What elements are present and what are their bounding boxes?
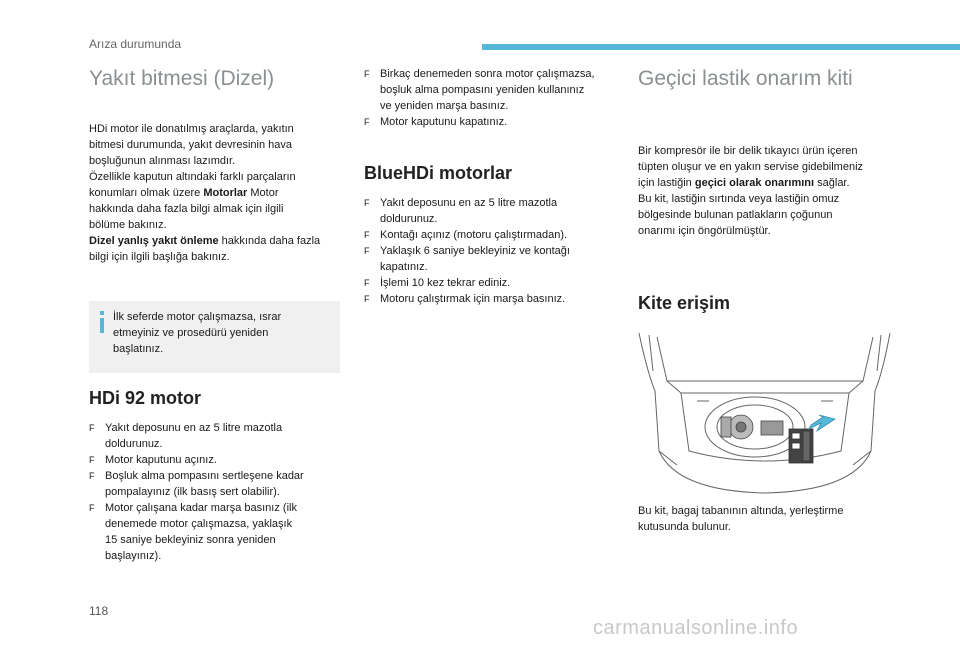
hdi92-section [89,386,343,564]
text-line: Motor çalışana kadar marşa basınız (ilk [105,502,297,514]
text-line: bölgesinde bulunan patlakların çoğunun [638,209,833,221]
bullet-icon: F [89,471,95,481]
text-line: Bu kit, bagaj tabanının altında, yerleştirme [638,505,844,517]
bullet-icon: F [89,423,95,433]
repair-kit-intro [638,143,893,239]
section-label: Arıza durumunda [89,37,182,51]
text-line: kapatınız. [380,261,428,273]
info-box [89,301,340,373]
text-line: hakkında daha fazla [218,235,321,247]
text-line: Özellikle kaputun altındaki farklı parçaların [89,171,296,183]
bullet-icon: F [364,198,370,208]
bluehdi-title: BlueHDi motorlar [364,163,513,183]
text-line: Birkaç denemeden sonra motor çalışmazsa, [380,68,595,80]
text-line: tüpten oluşur ve en yakın servise gidebilmeniz [638,161,864,173]
list-item [364,291,626,307]
text-line: boşluk alma pompasını yeniden kullanınız [380,84,585,96]
list-item [89,420,343,452]
engines-ref: Motorlar [203,187,248,199]
intro-paragraph [89,121,343,265]
bullet-icon: F [364,69,370,79]
text-line: ve yeniden marşa basınız. [380,100,509,112]
text-line: İlk seferde motor çalışmazsa, ısrar [113,311,282,323]
misfuel-ref: Dizel yanlış yakıt önleme [89,235,219,247]
bullet-icon: F [364,246,370,256]
text-line: bölüme bakınız. [89,219,167,231]
hdi92-steps [89,420,343,564]
bullet-icon: F [364,278,370,288]
text-line: pompalayınız (ilk basış sert olabilir). [105,486,280,498]
text-line: Bir kompresör ile bir delik tıkayıcı ürün içeren [638,145,858,157]
text-line: bitmesi durumunda, yakıt devresinin hava [89,139,292,151]
text-line: boşluğunun alınması lazımdır. [89,155,236,167]
text-line: başlayınız). [105,550,162,562]
text-line: Kontağı açınız (motoru çalıştırmadan). [380,229,568,241]
bullet-icon: F [364,230,370,240]
text-line: Motor kaputunu açınız. [105,454,217,466]
continued-steps [364,66,626,130]
text-line: sağlar. [814,177,850,189]
column-left [89,66,343,265]
column-middle [364,66,626,307]
temporary-repair-emphasis: geçici olarak onarımını [694,177,815,189]
bullet-icon: F [364,294,370,304]
text-line: Boşluk alma pompasını sertleşene kadar [105,470,304,482]
watermark: carmanualsonline.info [593,617,799,639]
kit-access-title: Kite erişim [638,293,731,313]
text-line: Yakıt deposunu en az 5 litre mazotla [380,197,558,209]
text-line: denemede motor çalışmazsa, yaklaşık [105,518,293,530]
info-icon [96,311,108,333]
text-line: 15 saniye bekleyiniz sonra yeniden [105,534,276,546]
text-line: İşlemi 10 kez tekrar ediniz. [380,277,511,289]
trunk-illustration [637,331,892,497]
header-rule [482,44,960,50]
list-item [89,468,343,500]
bluehdi-steps [364,195,626,307]
text-line: için lastiğin [638,177,695,189]
list-item [89,452,343,468]
text-line: bilgi için ilgili başlığa bakınız. [89,251,230,263]
list-item [364,114,626,130]
list-item [364,227,626,243]
text-line: etmeyiniz ve prosedürü yeniden [113,327,269,339]
info-text [113,309,323,357]
text-line: HDi motor ile donatılmış araçlarda, yakıtın [89,123,294,135]
text-line: doldurunuz. [380,213,438,225]
bullet-icon: F [89,503,95,513]
bullet-icon: F [364,117,370,127]
kit-caption [638,503,893,535]
fuel-title: Yakıt bitmesi (Dizel) [89,67,275,90]
text-line: doldurunuz. [105,438,163,450]
text-line: Motor kaputunu kapatınız. [380,116,508,128]
text-line: başlatınız. [113,343,164,355]
list-item [364,66,626,114]
list-item [364,195,626,227]
list-item [364,275,626,291]
list-item [364,243,626,275]
page-number: 118 [89,604,109,618]
text-line: Yakıt deposunu en az 5 litre mazotla [105,422,283,434]
bullet-icon: F [89,455,95,465]
text-line: Motor [247,187,279,199]
text-line: konumları olmak üzere [89,187,204,199]
hdi92-title: HDi 92 motor [89,388,202,408]
text-line: Bu kit, lastiğin sırtında veya lastiğin omuz [638,193,840,205]
text-line: kutusunda bulunur. [638,521,731,533]
column-right [638,66,893,315]
text-line: onarımı için öngörülmüştür. [638,225,771,237]
list-item [89,500,343,564]
text-line: hakkında daha fazla bilgi almak için ilgili [89,203,284,215]
text-line: Motoru çalıştırmak için marşa basınız. [380,293,566,305]
repair-kit-title: Geçici lastik onarım kiti [638,67,853,90]
text-line: Yaklaşık 6 saniye bekleyiniz ve kontağı [380,245,570,257]
